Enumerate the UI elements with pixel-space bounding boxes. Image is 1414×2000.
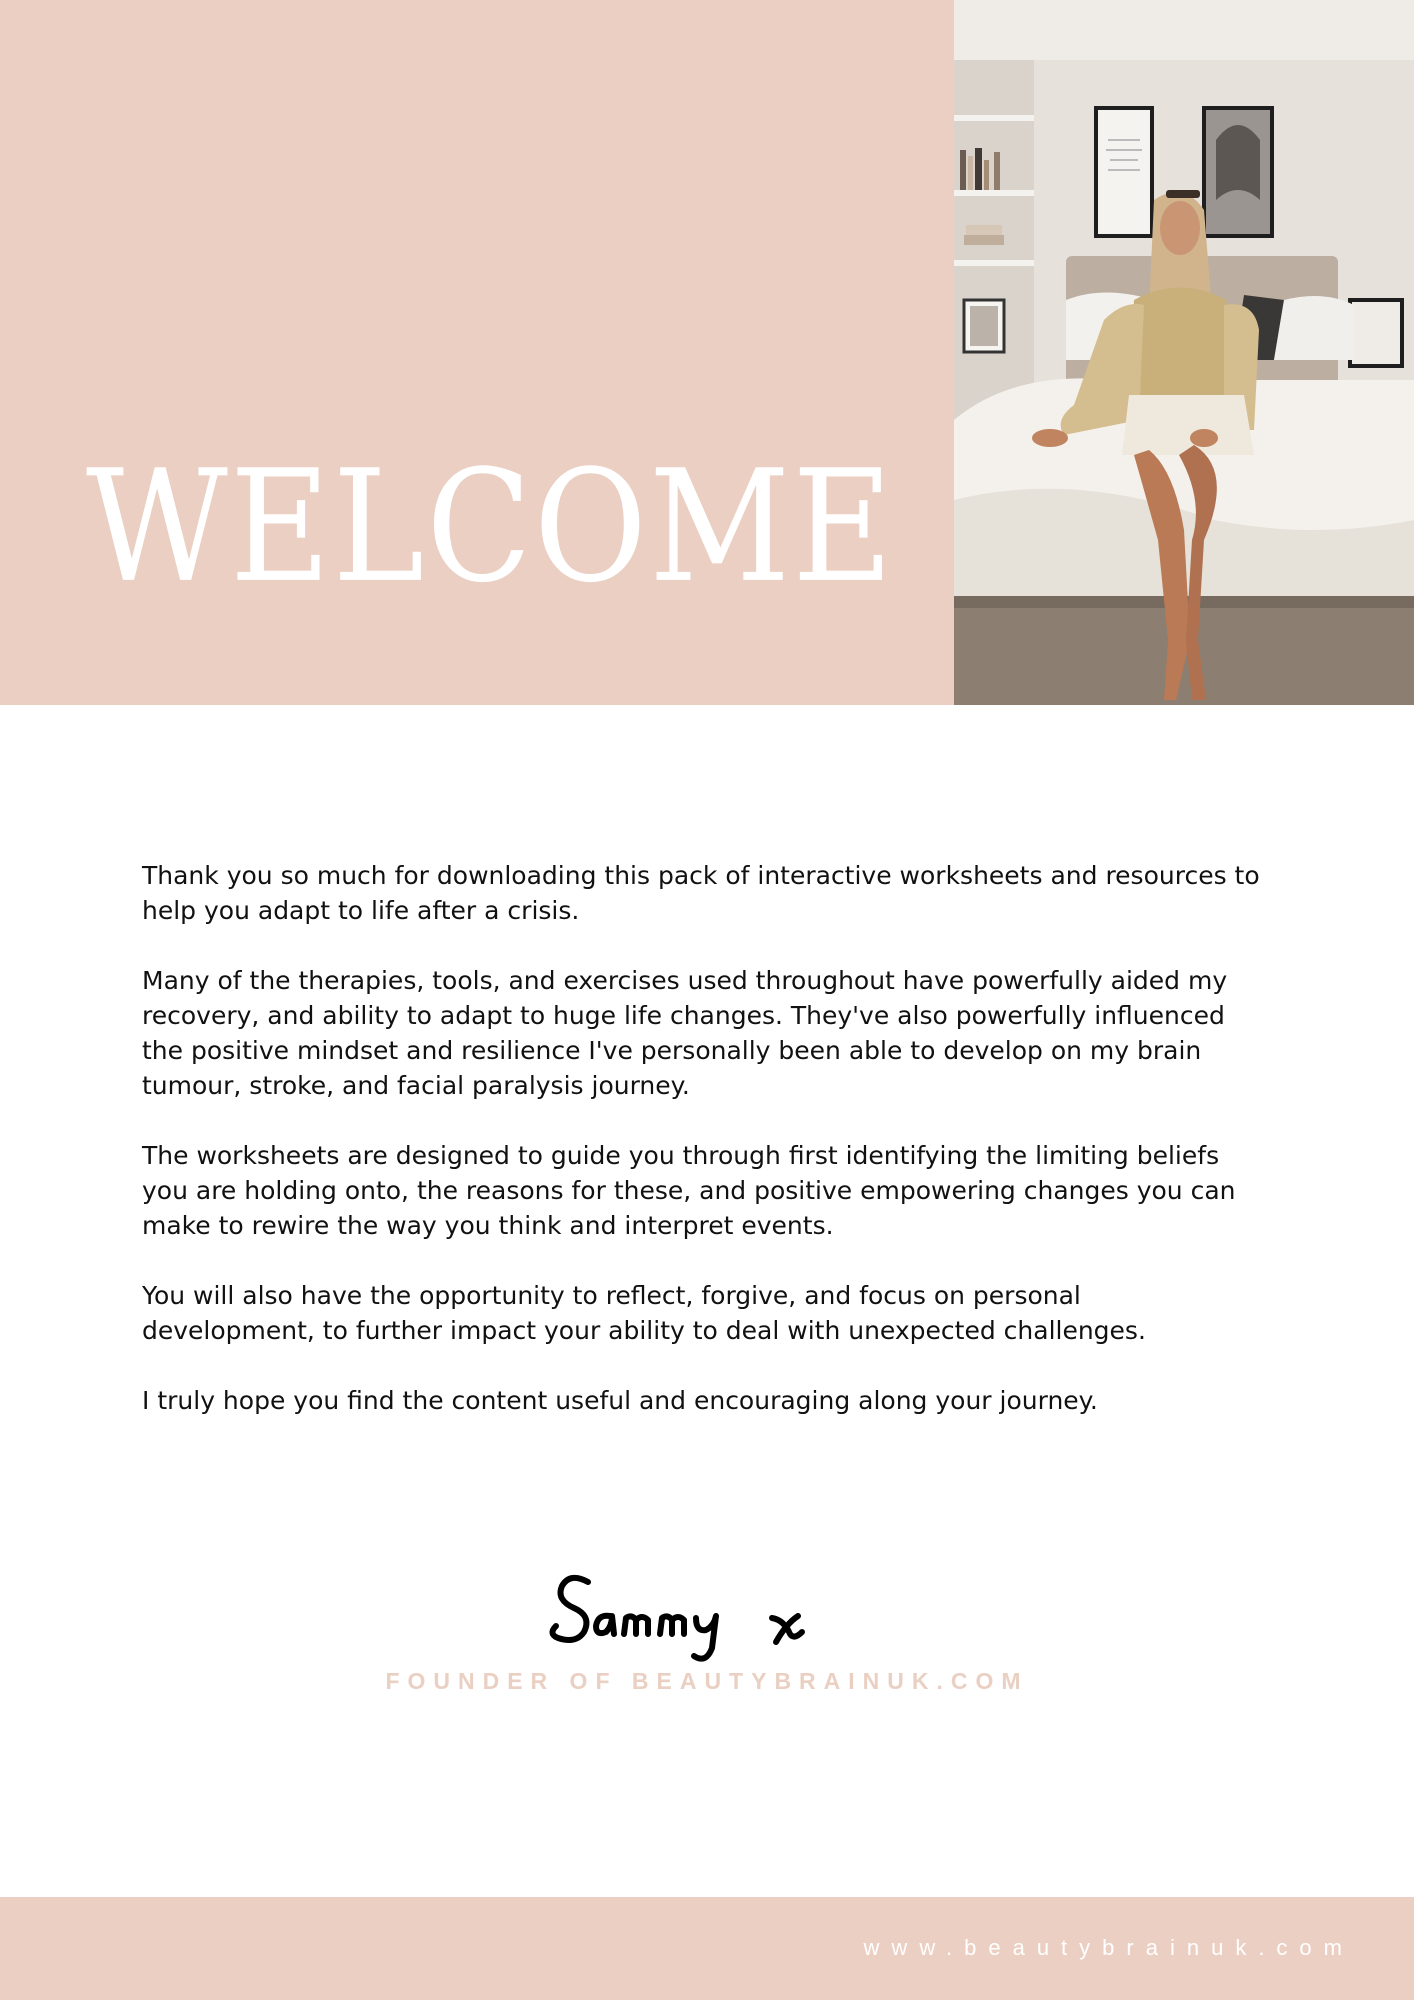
letter-paragraph: The worksheets are designed to guide you through first identifying the limiting beliefs you are holding onto, the reasons for these, and positive empowering changes you can make to rewire the way you think and interpret events. [142, 1141, 1236, 1240]
hero-photo [954, 0, 1414, 705]
hero-banner [0, 0, 1414, 705]
letter-paragraph: I truly hope you find the content useful and encouraging along your journey. [142, 1386, 1098, 1415]
handwritten-signature [540, 1560, 860, 1670]
welcome-letter [142, 858, 1292, 1453]
footer-website-link[interactable]: www.beautybrainuk.com [863, 1935, 1354, 1960]
letter-paragraph: Thank you so much for downloading this pack of interactive worksheets and resources to help you adapt to life after a crisis. [142, 861, 1260, 925]
founder-caption: FOUNDER OF BEAUTYBRAINUK.COM [385, 1668, 1029, 1694]
letter-paragraph: You will also have the opportunity to reflect, forgive, and focus on personal development, to further impact your ability to deal with unexpected challenges. [142, 1281, 1146, 1345]
footer-bar [0, 1897, 1414, 2000]
welcome-title: WELCOME [86, 436, 895, 617]
letter-paragraph: Many of the therapies, tools, and exercises used throughout have powerfully aided my recovery, and ability to adapt to huge life changes. They've also powerfully influenced the positive mindset and resilience I've personally been able to develop on my brain tumour, stroke, and facial paralysis journey. [142, 966, 1228, 1100]
